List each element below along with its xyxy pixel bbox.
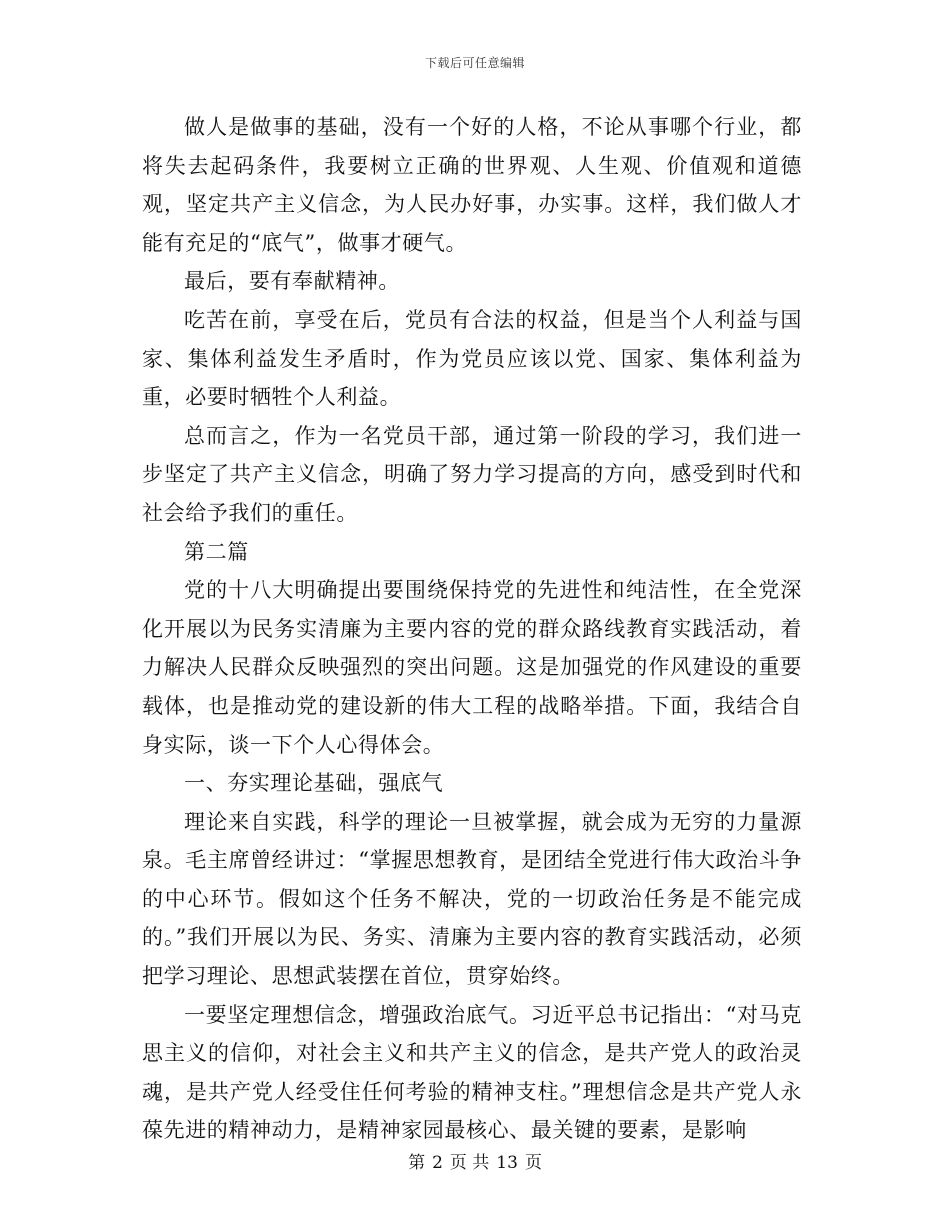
page-header (0, 54, 950, 71)
page-footer (0, 1148, 950, 1173)
paragraph-2: 最后，要有奉献精神。 (184, 269, 400, 294)
paragraph-3: 吃苦在前，享受在后，党员有合法的权益，但是当个人利益与国家、集体利益发生矛盾时，作为党员应该以党、国家、集体利益为重，必要时牺牲个人利益。 (142, 307, 802, 410)
footer-middle: 页 共 (449, 1153, 490, 1173)
total-page-count: 13 (496, 1153, 518, 1173)
footer-suffix: 页 (524, 1153, 542, 1173)
header-text: 下载后可任意编辑 (424, 56, 525, 70)
paragraph-5: 党的十八大明确提出要围绕保持党的先进性和纯洁性，在全党深化开展以为民务实清廉为主要内容的党的群众路线教育实践活动，着力解决人民群众反映强烈的突出问题。这是加强党的作风建设的重要载体，也是推动党的建设新的伟大工程的战略举措。下面，我结合自身实际，谈一下个人心得体会。 (142, 578, 802, 757)
subheading-theory-foundation: 一、夯实理论基础，强底气 (184, 771, 444, 796)
paragraph-7: 一要坚定理想信念，增强政治底气。习近平总书记指出：“对马克思主义的信仰，对社会主义和共产主义的信念，是共产党人的政治灵魂，是共产党人经受住任何考验的精神支柱。”理想信念是共产党人永葆先进的精神动力，是精神家园最核心、最关键的要素，是影响 (142, 1002, 802, 1143)
paragraph-4: 总而言之，作为一名党员干部，通过第一阶段的学习，我们进一步坚定了共产主义信念，明确了努力学习提高的方向，感受到时代和社会给予我们的重任。 (142, 423, 802, 525)
paragraph-6: 理论来自实践，科学的理论一旦被掌握，就会成为无穷的力量源泉。毛主席曾经讲过：“掌握思想教育，是团结全党进行伟大政治斗争的中心环节。假如这个任务不解决，党的一切政治任务是不能完成的。”我们开展以为民、务实、清廉为主要内容的教育实践活动，必须把学习理论、思想武装摆在首位，贯穿始终。 (142, 809, 802, 989)
document-body (142, 108, 802, 1150)
section-heading-second-part: 第二篇 (184, 539, 249, 564)
footer-prefix: 第 (408, 1153, 426, 1173)
current-page-number: 2 (432, 1153, 443, 1173)
paragraph-1: 做人是做事的基础，没有一个好的人格，不论从事哪个行业，都将失去起码条件，我要树立正确的世界观、人生观、价值观和道德观，坚定共产主义信念，为人民办好事，办实事。这样，我们做人才能有充足的“底气”，做事才硬气。 (142, 115, 802, 255)
